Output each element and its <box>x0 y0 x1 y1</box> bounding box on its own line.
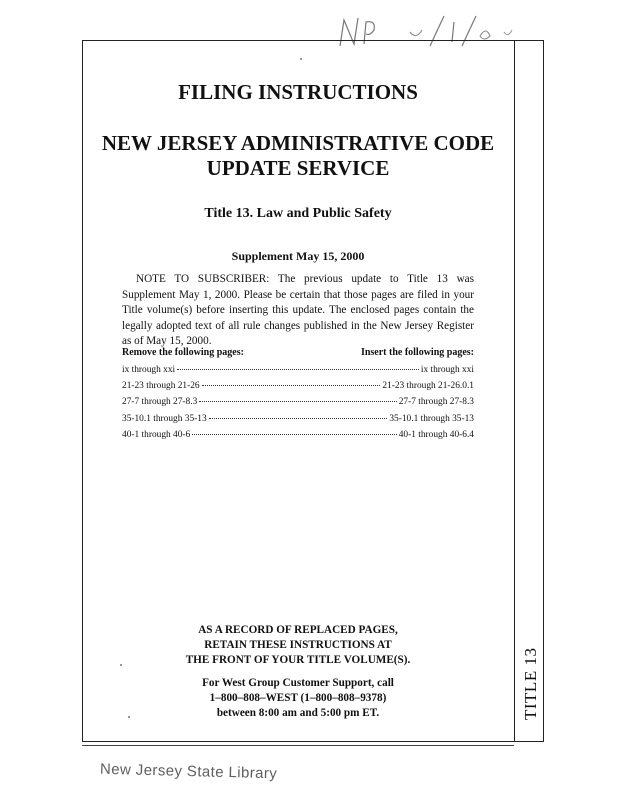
page-frame-bottom-rule <box>82 745 514 746</box>
pages-table-header <box>122 347 474 358</box>
remove-range: 40-1 through 40-6 <box>122 429 191 440</box>
support-hours: between 8:00 am and 5:00 pm ET. <box>216 707 380 719</box>
title-side-tab <box>514 40 544 742</box>
insert-range: 27-7 through 27-8.3 <box>398 397 474 408</box>
scan-speck <box>300 58 302 60</box>
support-line-1: For West Group Customer Support, call <box>202 677 394 689</box>
filing-instructions-heading: FILING INSTRUCTIONS <box>178 80 418 104</box>
remove-pages-header: Remove the following pages: <box>122 347 244 358</box>
scan-speck <box>128 716 130 718</box>
remove-range: 35-10.1 through 35-13 <box>122 413 207 424</box>
scan-speck <box>120 664 122 666</box>
dot-leader <box>209 408 388 419</box>
customer-support <box>82 676 514 721</box>
pages-table <box>122 347 474 442</box>
insert-pages-header: Insert the following pages: <box>360 347 474 358</box>
record-notice <box>82 623 514 668</box>
dot-leader <box>199 391 396 402</box>
service-title-line-1: NEW JERSEY ADMINISTRATIVE CODE <box>101 131 495 155</box>
service-title-line-2: UPDATE SERVICE <box>206 156 390 180</box>
remove-range: 21-23 through 21-26 <box>122 381 200 392</box>
dot-leader <box>192 424 397 435</box>
insert-range: ix through xxi <box>420 365 474 375</box>
record-notice-line-1: AS A RECORD OF REPLACED PAGES, <box>198 624 398 636</box>
note-to-subscriber: NOTE TO SUBSCRIBER: The previous update to Title 13 was Supplement May 1, 2000. Please be certain that those pages are filed in your Title volume(s) before inserting this update. The enclosed pages contain the legally adopted text of all rule changes published in the New Jersey Register as of May 15, 2000. <box>122 273 474 347</box>
support-phone: 1–800–808–WEST (1–800–808–9378) <box>209 692 387 704</box>
title-subject: Title 13. Law and Public Safety <box>204 206 392 221</box>
dot-leader <box>177 359 419 370</box>
side-tab-label: TITLE 13 <box>521 647 540 720</box>
supplement-date: Supplement May 15, 2000 <box>231 249 365 263</box>
library-stamp: New Jersey State Library <box>99 760 278 783</box>
record-notice-line-2: RETAIN THESE INSTRUCTIONS AT <box>204 639 392 651</box>
table-row <box>122 426 474 442</box>
remove-range: ix through xxi <box>122 365 176 375</box>
insert-range: 21-23 through 21-26.0.1 <box>382 381 474 392</box>
remove-range: 27-7 through 27-8.3 <box>122 397 198 408</box>
record-notice-line-3: THE FRONT OF YOUR TITLE VOLUME(S). <box>185 654 411 666</box>
dot-leader <box>202 375 381 386</box>
insert-range: 35-10.1 through 35-13 <box>389 413 474 424</box>
insert-range: 40-1 through 40-6.4 <box>398 429 474 440</box>
